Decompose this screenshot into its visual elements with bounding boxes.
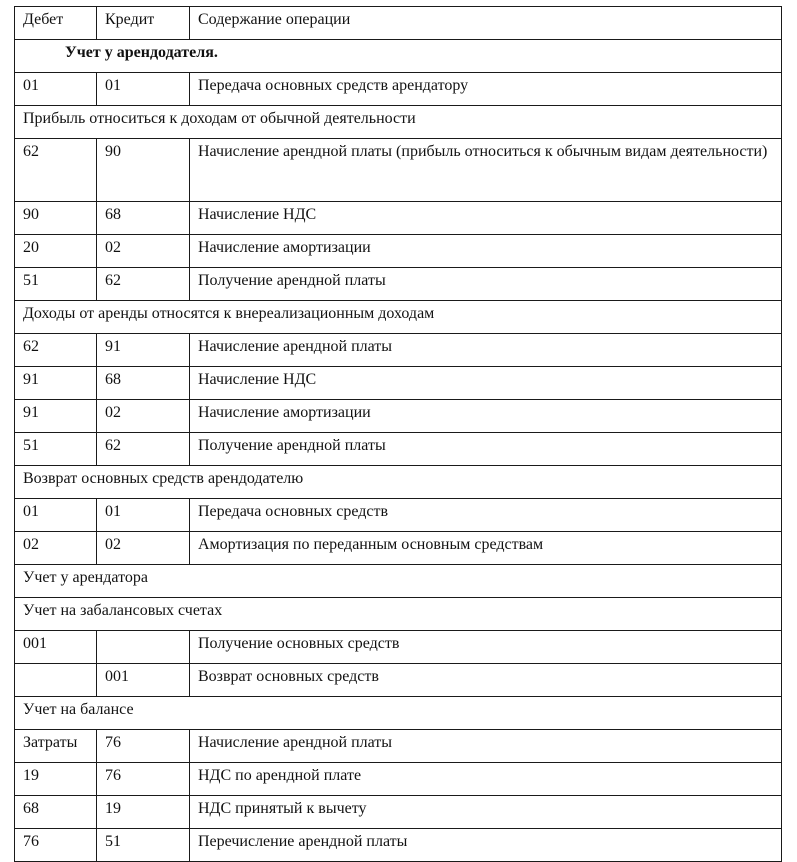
credit-cell: 76 xyxy=(97,763,190,796)
credit-cell: 62 xyxy=(97,268,190,301)
credit-cell: 76 xyxy=(97,730,190,763)
header-description: Содержание операции xyxy=(190,7,782,40)
table-row xyxy=(15,268,782,301)
section-lessor: Учет у арендодателя. xyxy=(15,40,782,73)
description-cell: Получение арендной платы xyxy=(190,268,782,301)
debit-cell: 62 xyxy=(15,334,97,367)
credit-cell: 02 xyxy=(97,400,190,433)
table-row xyxy=(15,73,782,106)
description-cell: Получение арендной платы xyxy=(190,433,782,466)
section-non-operating-income: Доходы от аренды относятся к внереализационным доходам xyxy=(15,301,782,334)
credit-cell xyxy=(97,631,190,664)
debit-cell: 02 xyxy=(15,532,97,565)
table-row xyxy=(15,631,782,664)
description-cell: Возврат основных средств xyxy=(190,664,782,697)
description-cell: Начисление амортизации xyxy=(190,235,782,268)
table-row xyxy=(15,730,782,763)
credit-cell: 51 xyxy=(97,829,190,862)
credit-cell: 91 xyxy=(97,334,190,367)
debit-cell: 19 xyxy=(15,763,97,796)
section-return-to-lessor: Возврат основных средств арендодателю xyxy=(15,466,782,499)
section-off-balance: Учет на забалансовых счетах xyxy=(15,598,782,631)
credit-cell: 62 xyxy=(97,433,190,466)
credit-cell: 02 xyxy=(97,532,190,565)
debit-cell: Затраты xyxy=(15,730,97,763)
table-row xyxy=(15,664,782,697)
section-row xyxy=(15,301,782,334)
credit-cell: 90 xyxy=(97,139,190,202)
section-on-balance: Учет на балансе xyxy=(15,697,782,730)
description-cell: Начисление арендной платы xyxy=(190,334,782,367)
debit-cell: 20 xyxy=(15,235,97,268)
table-row xyxy=(15,139,782,202)
debit-cell: 01 xyxy=(15,73,97,106)
debit-cell: 51 xyxy=(15,433,97,466)
table-row xyxy=(15,400,782,433)
debit-cell: 01 xyxy=(15,499,97,532)
section-row xyxy=(15,106,782,139)
header-debit: Дебет xyxy=(15,7,97,40)
table-row xyxy=(15,499,782,532)
debit-cell: 62 xyxy=(15,139,97,202)
description-cell: Начисление амортизации xyxy=(190,400,782,433)
section-lessee: Учет у арендатора xyxy=(15,565,782,598)
credit-cell: 68 xyxy=(97,202,190,235)
debit-cell: 91 xyxy=(15,367,97,400)
section-row xyxy=(15,697,782,730)
table-row xyxy=(15,763,782,796)
credit-cell: 02 xyxy=(97,235,190,268)
debit-cell: 001 xyxy=(15,631,97,664)
debit-cell: 68 xyxy=(15,796,97,829)
table-row xyxy=(15,433,782,466)
header-credit: Кредит xyxy=(97,7,190,40)
section-row xyxy=(15,565,782,598)
section-ordinary-income: Прибыль относиться к доходам от обычной деятельности xyxy=(15,106,782,139)
section-row xyxy=(15,40,782,73)
debit-cell: 90 xyxy=(15,202,97,235)
debit-cell: 91 xyxy=(15,400,97,433)
debit-cell: 51 xyxy=(15,268,97,301)
description-cell: Амортизация по переданным основным средствам xyxy=(190,532,782,565)
description-cell: Передача основных средств арендатору xyxy=(190,73,782,106)
table-row xyxy=(15,334,782,367)
table-row xyxy=(15,829,782,862)
description-cell: Начисление арендной платы xyxy=(190,730,782,763)
table-row xyxy=(15,532,782,565)
debit-cell xyxy=(15,664,97,697)
description-cell: Получение основных средств xyxy=(190,631,782,664)
description-cell: Начисление арендной платы (прибыль относиться к обычным видам деятельности) xyxy=(190,139,782,202)
credit-cell: 19 xyxy=(97,796,190,829)
credit-cell: 68 xyxy=(97,367,190,400)
description-cell: Начисление НДС xyxy=(190,367,782,400)
description-cell: Начисление НДС xyxy=(190,202,782,235)
credit-cell: 01 xyxy=(97,73,190,106)
debit-cell: 76 xyxy=(15,829,97,862)
description-cell: Передача основных средств xyxy=(190,499,782,532)
table-row xyxy=(15,796,782,829)
credit-cell: 01 xyxy=(97,499,190,532)
section-row xyxy=(15,598,782,631)
table-row xyxy=(15,367,782,400)
description-cell: Перечисление арендной платы xyxy=(190,829,782,862)
description-cell: НДС по арендной плате xyxy=(190,763,782,796)
header-row xyxy=(15,7,782,40)
section-row xyxy=(15,466,782,499)
table-row xyxy=(15,202,782,235)
accounting-entries-table xyxy=(14,6,782,862)
table-row xyxy=(15,235,782,268)
description-cell: НДС принятый к вычету xyxy=(190,796,782,829)
credit-cell: 001 xyxy=(97,664,190,697)
